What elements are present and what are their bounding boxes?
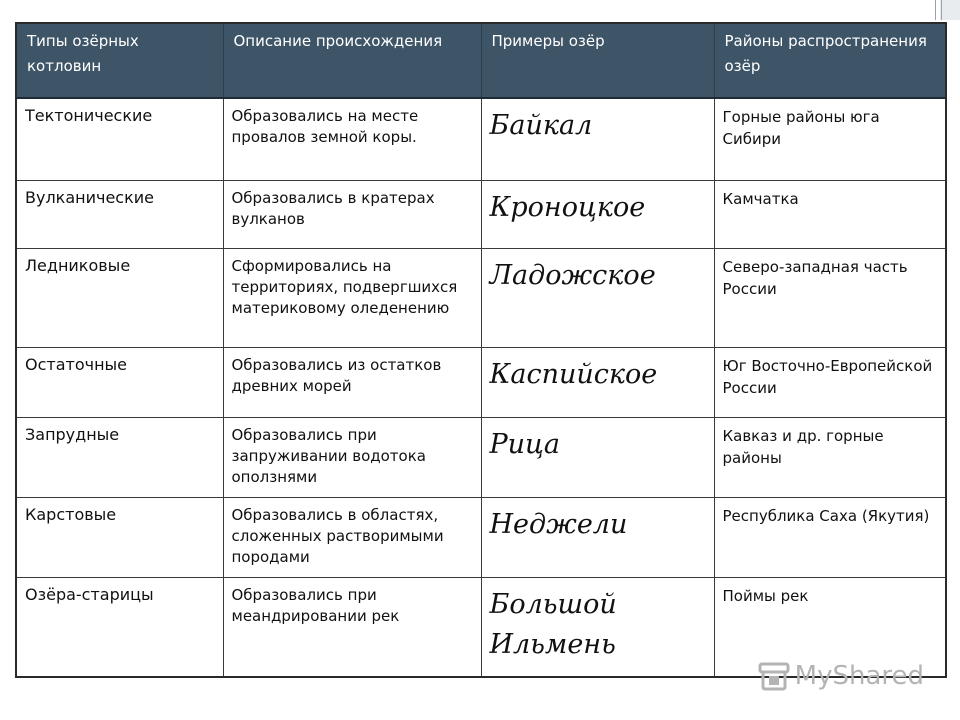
lake-type-cell: Вулканические — [16, 180, 223, 248]
region-cell: Горные районы юга Сибири — [714, 98, 946, 180]
region-cell: Камчатка — [714, 180, 946, 248]
slide-edge-line — [935, 0, 936, 20]
description-cell: Образовались при запруживании водотока оползнями — [223, 417, 481, 497]
header-lake-basin-types: Типы озёрных котловин — [16, 23, 223, 98]
example-lake-cell: Большой Ильмень — [481, 577, 714, 677]
example-lake-cell: Ладожское — [481, 248, 714, 347]
myshared-watermark — [757, 660, 924, 692]
region-cell: Республика Саха (Якутия) — [714, 497, 946, 577]
lake-type-cell: Остаточные — [16, 347, 223, 417]
region-cell: Северо-западная часть России — [714, 248, 946, 347]
lake-type-cell: Карстовые — [16, 497, 223, 577]
table-header-row — [16, 23, 946, 98]
description-cell: Образовались в областях, сложенных растворимыми породами — [223, 497, 481, 577]
description-cell: Образовались на месте провалов земной коры. — [223, 98, 481, 180]
description-cell: Образовались из остатков древних морей — [223, 347, 481, 417]
table-row — [16, 98, 946, 180]
table-row — [16, 347, 946, 417]
region-cell: Кавказ и др. горные районы — [714, 417, 946, 497]
header-lake-examples: Примеры озёр — [481, 23, 714, 98]
slide-edge-line — [941, 0, 942, 20]
lake-type-cell: Запрудные — [16, 417, 223, 497]
table-row — [16, 417, 946, 497]
lake-type-cell: Тектонические — [16, 98, 223, 180]
example-lake-cell: Кроноцкое — [481, 180, 714, 248]
lake-type-cell: Ледниковые — [16, 248, 223, 347]
example-lake-cell: Неджели — [481, 497, 714, 577]
header-distribution-regions: Районы распространения озёр — [714, 23, 946, 98]
watermark-text: MyShared — [794, 661, 924, 691]
lake-type-cell: Озёра-старицы — [16, 577, 223, 677]
slide-corner-decoration — [940, 0, 960, 20]
table-row — [16, 497, 946, 577]
table-row — [16, 180, 946, 248]
header-origin-description: Описание происхождения — [223, 23, 481, 98]
description-cell: Образовались при меандрировании рек — [223, 577, 481, 677]
myshared-logo-icon — [757, 660, 791, 692]
region-cell: Поймы рек — [714, 577, 946, 677]
description-cell: Сформировались на территориях, подвергшихся материковому оледенению — [223, 248, 481, 347]
lake-types-table — [15, 22, 947, 678]
example-lake-cell: Байкал — [481, 98, 714, 180]
description-cell: Образовались в кратерах вулканов — [223, 180, 481, 248]
example-lake-cell: Каспийское — [481, 347, 714, 417]
example-lake-cell: Рица — [481, 417, 714, 497]
table-row — [16, 248, 946, 347]
region-cell: Юг Восточно-Европейской России — [714, 347, 946, 417]
